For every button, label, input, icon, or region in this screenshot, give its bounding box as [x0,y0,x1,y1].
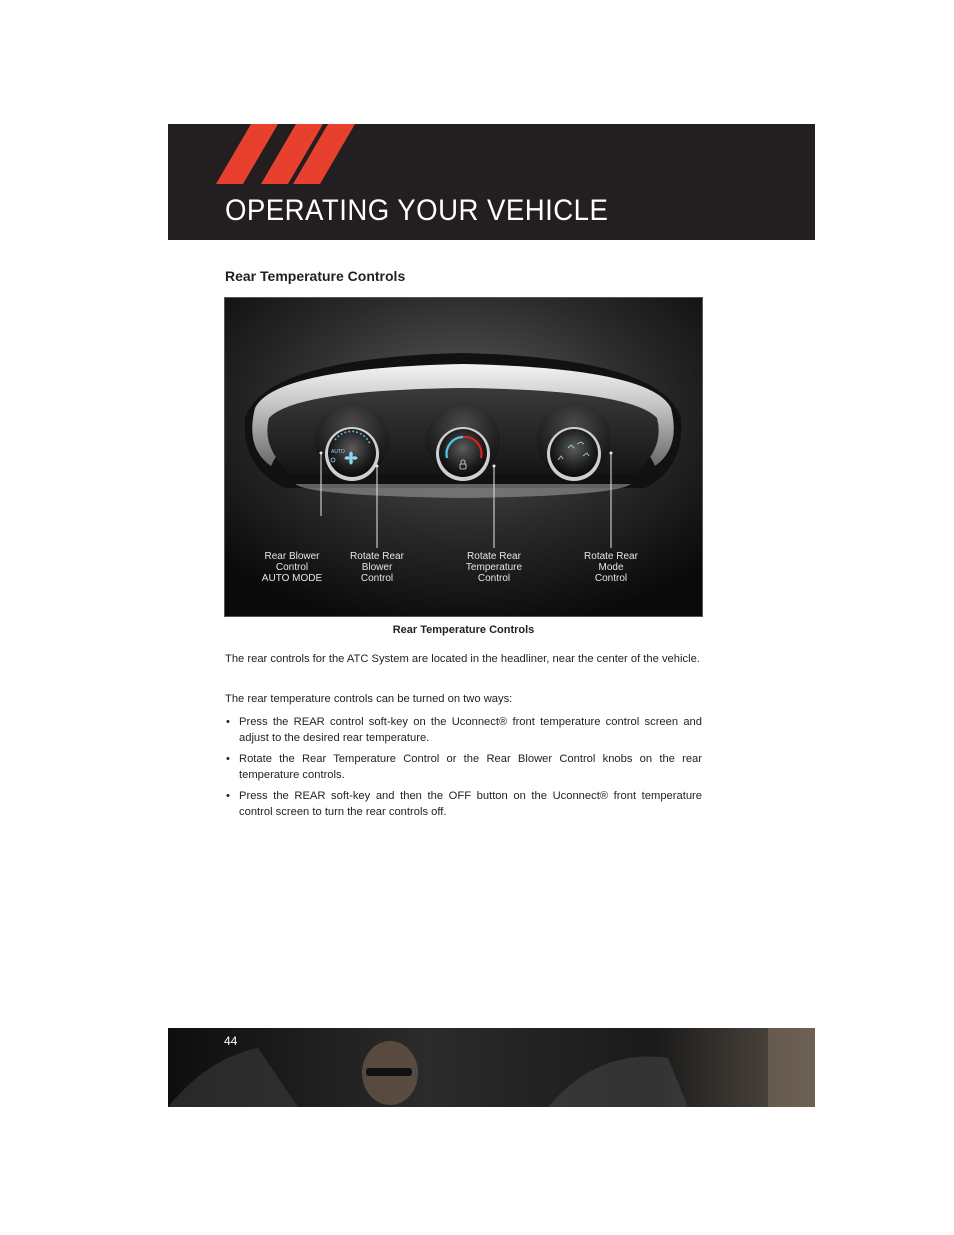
list-item [225,751,702,783]
callout-line: Control [275,562,309,573]
callout-rotate-mode [566,551,656,584]
callout-line: Rotate Rear [584,551,638,562]
brand-stripes [216,124,356,184]
rear-controls-figure [224,297,703,617]
page-title: OPERATING YOUR VEHICLE [225,194,609,227]
callout-rear-blower-auto [247,551,337,584]
subsection-title: Rear Temperature Controls [225,268,406,284]
callout-line: AUTO MODE [261,573,323,584]
page-number: 44 [224,1034,238,1048]
callout-line: Control [477,573,511,584]
header-band [168,124,815,240]
callout-line: Control [594,573,628,584]
list-item-text: Press the REAR control soft-key on the Uconnect® front temperature control screen and adjust to the desired rear temperature. [239,716,702,744]
bullet-marker: • [226,716,230,728]
callout-line: Rotate Rear [467,551,521,562]
callout-line: Control [360,573,394,584]
footer-band [168,1028,815,1107]
list-item [225,788,702,820]
callout-rotate-blower [332,551,422,584]
figure-caption: Rear Temperature Controls [392,624,535,636]
callout-line: Temperature [465,562,523,573]
callout-rotate-temperature [449,551,539,584]
body-paragraph: The rear controls for the ATC System are located in the headliner, near the center of the vehicle. [225,653,700,665]
bullet-list [225,714,702,825]
callout-line: Rotate Rear [350,551,404,562]
list-item-text: Rotate the Rear Temperature Control or the Rear Blower Control knobs on the rear temperature controls. [239,753,702,781]
knob-auto-label: AUTO [331,449,345,455]
body-paragraph: The rear temperature controls can be turned on two ways: [225,693,513,705]
footer-photo [168,1028,815,1107]
callout-line: Mode [598,562,624,573]
callout-line: Rear Blower [264,551,320,562]
list-item [225,714,702,746]
bullet-marker: • [226,790,230,802]
list-item-text: Press the REAR soft-key and then the OFF button on the Uconnect® front temperature control screen to turn the rear controls off. [239,790,702,818]
bullet-marker: • [226,753,230,765]
callout-line: Blower [361,562,393,573]
